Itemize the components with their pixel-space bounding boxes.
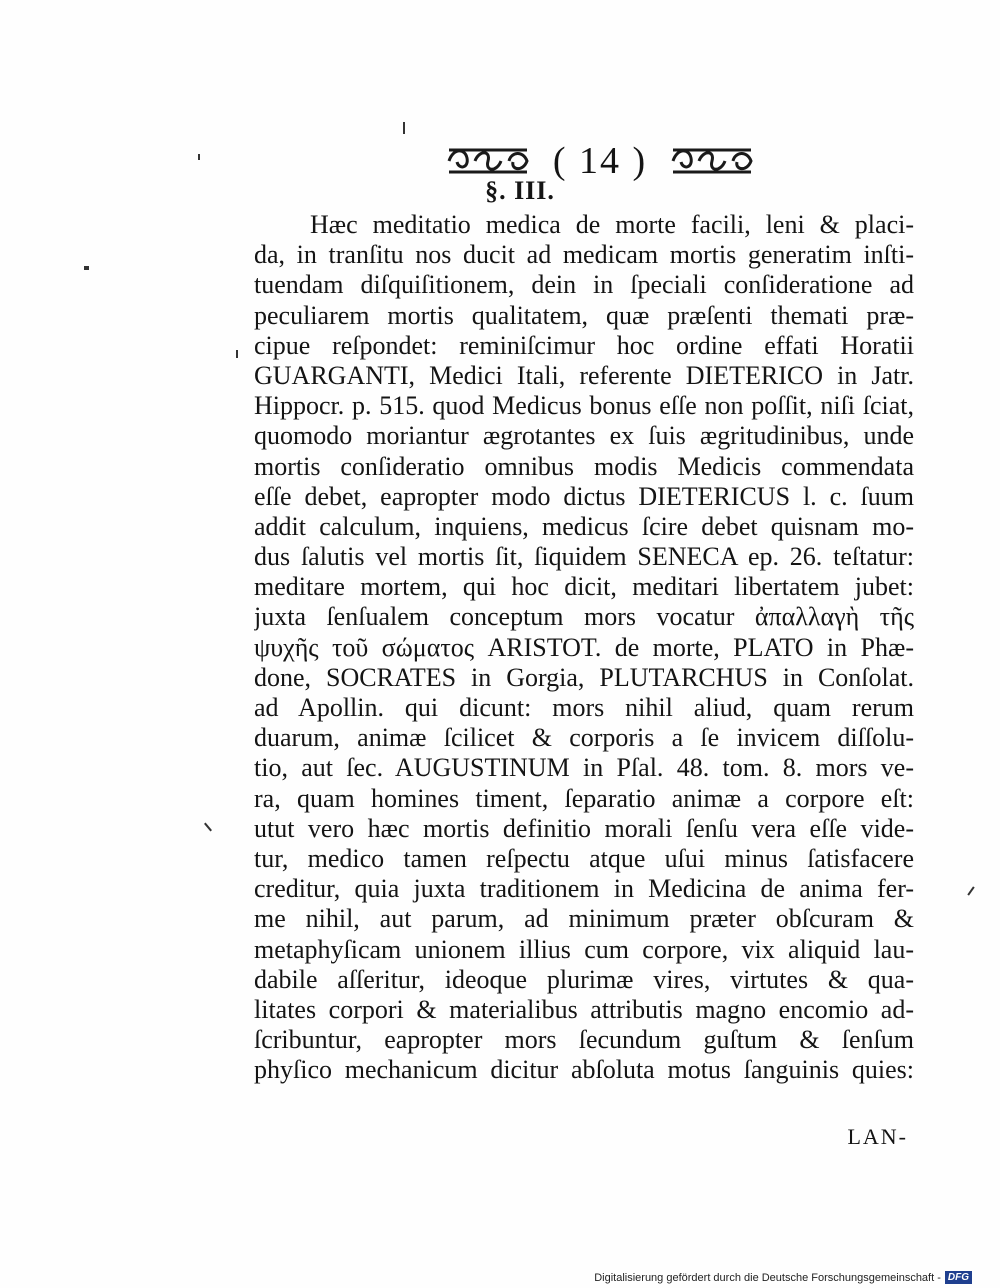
left-ornament-icon <box>445 144 531 178</box>
text-line: duarum, animæ ſcilicet & corporis a ſe invicem diſſolu- <box>254 723 914 753</box>
text-line: eſſe debet, eapropter modo dictus DIETERICUS l. c. ſuum <box>254 481 914 511</box>
text-line: peculiarem mortis qualitatem, quæ præſenti themati præ- <box>254 300 914 330</box>
text-line: juxta ſenſualem conceptum mors vocatur ἀπαλλαγὴ τῆς <box>254 602 914 632</box>
body-text <box>254 210 914 1085</box>
text-line: mortis conſideratio omnibus modis Medicis commendata <box>254 451 914 481</box>
text-line: litates corpori & materialibus attributis magno encomio ad- <box>254 994 914 1024</box>
digitization-credit <box>594 1271 972 1284</box>
text-line: ſcribuntur, eapropter mors ſecundum guſtum & ſenſum <box>254 1025 914 1055</box>
text-line: tur, medico tamen reſpectu atque uſui minus ſatisfacere <box>254 843 914 873</box>
text-line: creditur, quia juxta traditionem in Medicina de anima fer- <box>254 874 914 904</box>
text-line: done, SOCRATES in Gorgia, PLUTARCHUS in Conſolat. <box>254 662 914 692</box>
text-line: dabile aſſeritur, ideoque plurimæ vires, virtutes & qua- <box>254 964 914 994</box>
text-line: dus ſalutis vel mortis ſit, ſiquidem SENECA ep. 26. teſtatur: <box>254 542 914 572</box>
text-line: phyſico mechanicum dicitur abſoluta motus ſanguinis quies: <box>254 1055 914 1085</box>
text-line: addit calculum, inquiens, medicus ſcire debet quisnam mo- <box>254 511 914 541</box>
scan-speck <box>403 122 405 134</box>
text-line: Hæc meditatio medica de morte facili, leni & placi- <box>310 210 914 239</box>
text-line: quomodo moriantur ægrotantes ex ſuis ægritudinibus, unde <box>254 421 914 451</box>
text-line: me nihil, aut parum, ad minimum præter obſcuram & <box>254 904 914 934</box>
text-line: ra, quam homines timent, ſeparatio animæ a corpore eſt: <box>254 783 914 813</box>
section-heading: §. III. <box>485 176 555 205</box>
text-line: tio, aut ſec. AUGUSTINUM in Pſal. 48. tom. 8. mors ve- <box>254 753 914 783</box>
text-line: Hippocr. p. 515. quod Medicus bonus eſſe non poſſit, niſi ſciat, <box>254 391 914 421</box>
scan-speck <box>198 154 200 160</box>
text-line: ad Apollin. qui dicunt: mors nihil aliud, quam rerum <box>254 693 914 722</box>
catchword: LAN- <box>847 1124 908 1149</box>
scan-speck <box>84 266 89 270</box>
text-line: tuendam diſquiſitionem, dein in ſpeciali conſideratione ad <box>254 270 914 300</box>
scan-speck <box>967 886 974 895</box>
text-line: cipue reſpondet: reminiſcimur hoc ordine effati Horatii <box>254 330 914 360</box>
text-line: GUARGANTI, Medici Itali, referente DIETERICO in Jatr. <box>254 360 914 390</box>
scan-speck <box>236 350 238 358</box>
text-line: metaphyſicam unionem illius cum corpore, vix aliquid lau- <box>254 934 914 964</box>
text-line: utut vero hæc mortis definitio morali ſenſu vera eſſe vide- <box>254 813 914 843</box>
right-ornament-icon <box>669 144 755 178</box>
page-number: ( 14 ) <box>552 140 648 182</box>
text-line: da, in tranſitu nos ducit ad medicam mortis generatim inſti- <box>254 240 914 270</box>
text-line: ψυχῆς τοῦ σώματος ARISTOT. de morte, PLATO in Phæ- <box>254 632 914 662</box>
dfg-logo-icon: DFG <box>945 1271 972 1284</box>
text-line: meditare mortem, qui hoc dicit, meditari libertatem jubet: <box>254 572 914 602</box>
scan-speck <box>204 823 212 832</box>
credit-text: Digitalisierung gefördert durch die Deutsche Forschungsgemeinschaft - <box>594 1271 941 1284</box>
